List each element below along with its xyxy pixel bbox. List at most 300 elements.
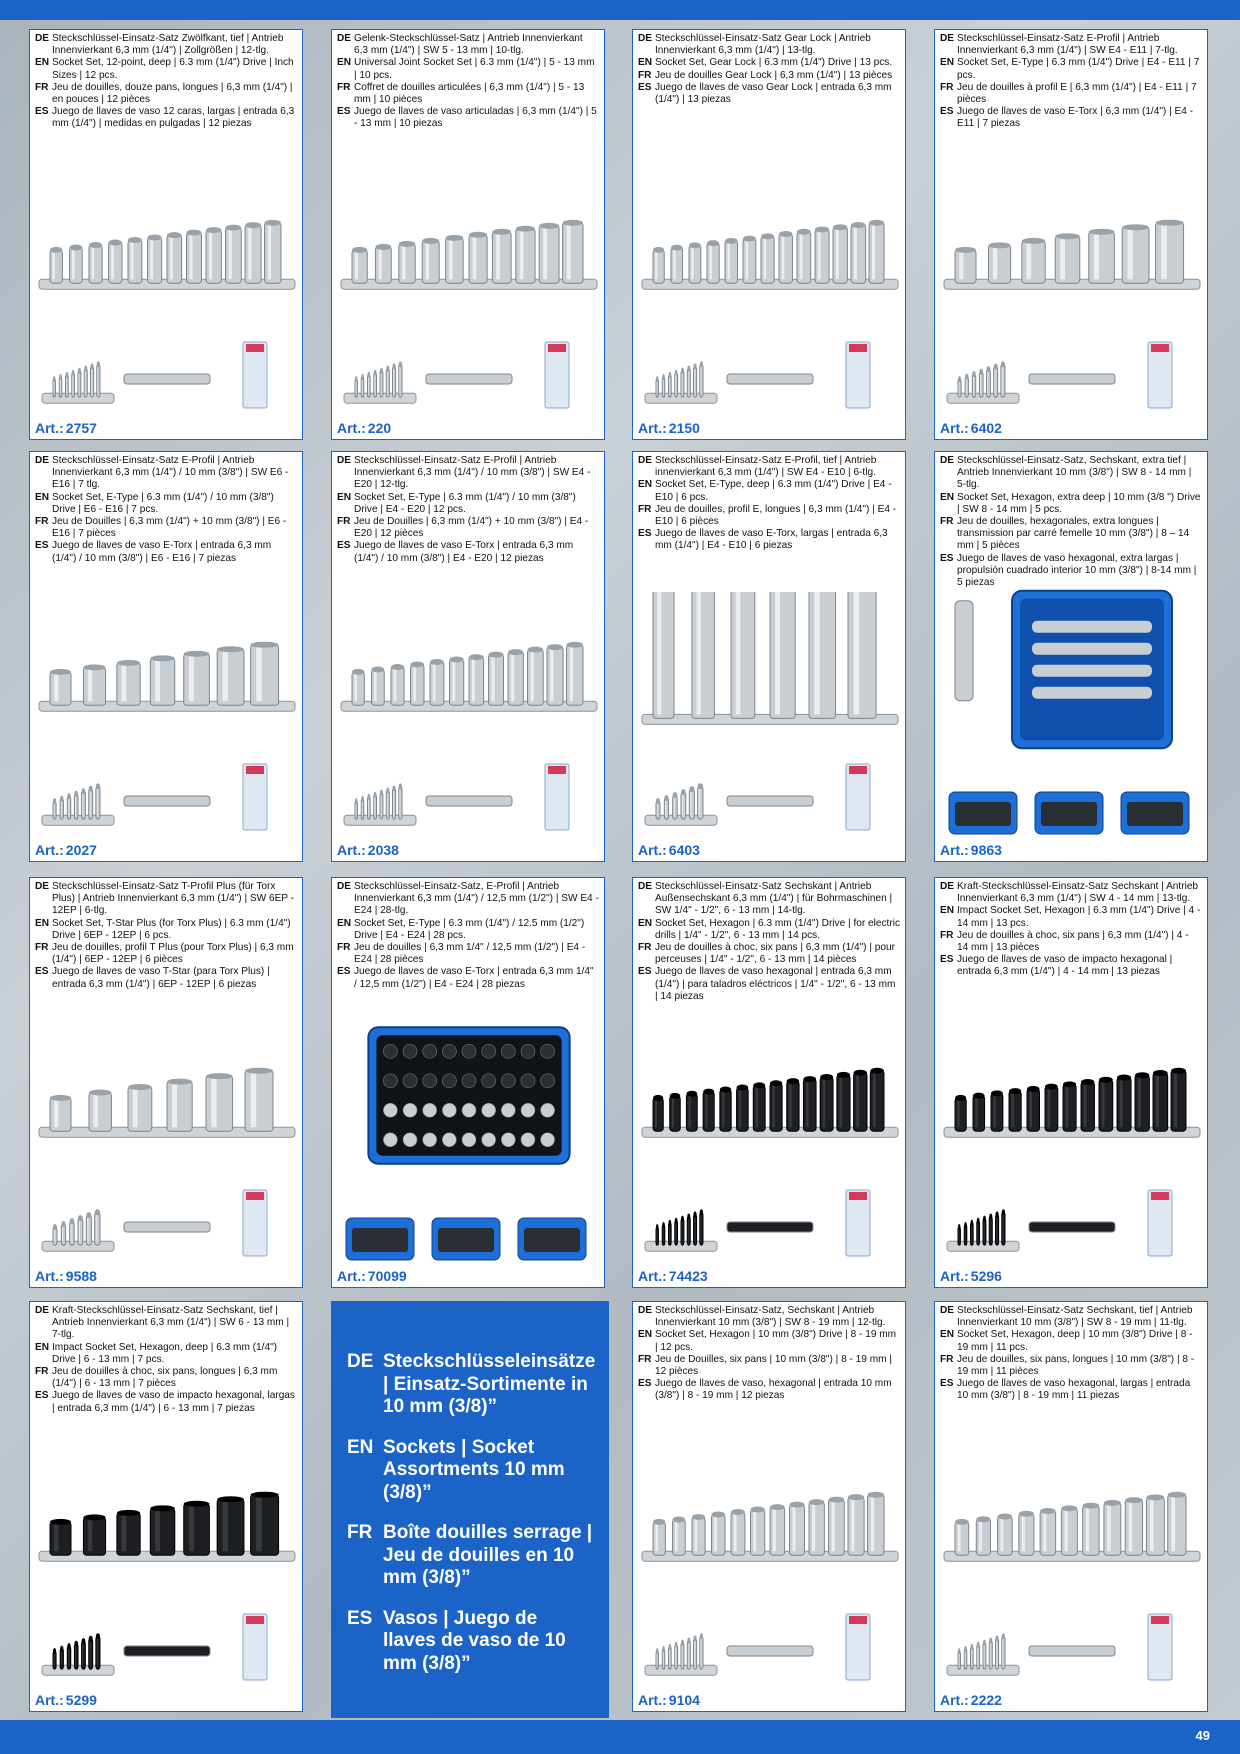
- desc-text: Impact Socket Set, Hexagon, deep | 6.3 mm (1/4") Drive | 6 - 13 mm | 7 pcs.: [52, 1341, 278, 1365]
- desc-line-en: [337, 492, 599, 516]
- article-label: Art.:: [940, 842, 969, 858]
- socket-shape: [720, 1087, 731, 1132]
- desc-line-es: [940, 1378, 1202, 1402]
- socket-shape: [662, 1222, 665, 1245]
- socket-shape: [675, 370, 678, 398]
- socket-shape: [148, 235, 162, 284]
- socket-shape: [1122, 224, 1149, 283]
- product-photo: [35, 1048, 299, 1158]
- section-title: Boîte douilles serrage | Jeu de douilles en 10 mm (3/8)”: [383, 1522, 593, 1588]
- product-photo: [337, 622, 601, 732]
- socket-shape: [184, 651, 210, 705]
- lang-code: ES: [940, 552, 954, 564]
- product-description: [935, 1302, 1207, 1403]
- thumbnail-packaging: [1145, 1188, 1175, 1258]
- article-label: Art.:: [940, 420, 969, 436]
- desc-text: Steckschlüssel-Einsatz-Satz Sechskant, tief | Antrieb Innenvierkant 10 mm (3/8") | SW 8 - 19 mm | 11-tlg.: [957, 1305, 1193, 1329]
- lang-code: DE: [940, 455, 955, 466]
- socket-shape: [731, 592, 755, 718]
- lang-code: ES: [337, 966, 351, 978]
- socket-shape: [59, 374, 62, 397]
- socket-shape: [854, 1070, 867, 1131]
- socket-shape: [869, 220, 884, 284]
- socket-shape: [681, 368, 684, 398]
- socket-shape: [361, 374, 364, 397]
- article-value: 2150: [668, 420, 700, 436]
- socket-shape: [489, 652, 504, 706]
- product-description: [935, 878, 1207, 979]
- product-description: [633, 878, 905, 1003]
- socket-shape: [983, 1640, 986, 1670]
- desc-line-en: [940, 905, 1202, 929]
- lang-code: ES: [35, 1390, 49, 1402]
- socket-shape: [675, 1642, 678, 1670]
- desc-text: Jeu de douilles Gear Lock | 6,3 mm (1/4") | 13 pièces: [655, 69, 893, 81]
- desc-text: Socket Set, E-Type, deep | 6.3 mm (1/4") Drive | E4 - E10 | 6 pcs.: [655, 479, 892, 503]
- desc-text: Jeu de douilles à choc, six pans, longues | 6,3 mm (1/4") | 6 - 13 mm | 7 pièces: [52, 1366, 278, 1390]
- product-card-2757[interactable]: [29, 29, 303, 440]
- thumbnail-photo: [340, 1208, 420, 1268]
- desc-text: Coffret de douilles articulées | 6,3 mm (1/4") | 5 - 13 mm | 10 pièces: [354, 81, 585, 106]
- article-value: 5299: [65, 1692, 97, 1708]
- socket-shape: [492, 229, 511, 283]
- desc-line-es: [337, 106, 599, 130]
- socket-shape: [74, 791, 78, 820]
- thumbnail-photo: [1029, 782, 1109, 842]
- socket-shape: [61, 1221, 65, 1245]
- product-card-5299[interactable]: [29, 1301, 303, 1712]
- socket-shape: [653, 1519, 665, 1555]
- desc-text: Juego de llaves de vaso hexagonal | entrada 6,3 mm (1/4") | para taladros eléctricos | 1/4" - 1/2", 6 - 13 mm | 14 piezas: [655, 966, 896, 1002]
- desc-line-es: [35, 540, 297, 564]
- socket-shape: [955, 1095, 966, 1131]
- article-value: 74423: [668, 1268, 708, 1284]
- thumbnail-photo: [1115, 782, 1195, 842]
- socket-shape: [955, 1519, 969, 1555]
- socket-shape: [675, 1218, 678, 1246]
- lang-code: DE: [35, 33, 50, 44]
- socket-shape: [868, 1492, 885, 1556]
- lang-code: DE: [940, 33, 955, 44]
- desc-text: Socket Set, E-Type | 6.3 mm (1/4") Drive | E4 - E11 | 7 pcs.: [957, 57, 1200, 81]
- socket-shape: [89, 1089, 111, 1131]
- lang-code: FR: [35, 1366, 49, 1378]
- product-description: [935, 452, 1207, 589]
- socket-shape: [74, 1641, 78, 1670]
- socket-shape: [450, 657, 464, 706]
- socket-shape: [53, 1648, 56, 1669]
- socket-shape: [89, 1636, 93, 1670]
- socket-shape: [671, 245, 683, 284]
- socket-shape: [653, 247, 664, 283]
- desc-text: Jeu de douilles à profil E | 6,3 mm (1/4") | E4 - E11 | 7 pièces: [957, 81, 1197, 106]
- lang-code: EN: [35, 491, 50, 503]
- socket-shape: [78, 1215, 83, 1245]
- product-photo: [337, 200, 601, 310]
- bottom-bar: [0, 1720, 1240, 1754]
- lang-code: DE: [638, 881, 653, 892]
- socket-shape: [700, 361, 703, 397]
- socket-shape: [67, 1643, 70, 1669]
- socket-shape: [352, 247, 367, 283]
- desc-text: Kraft-Steckschlüssel-Einsatz-Satz Sechskant, tief | Antrieb Innenvierkant 6,3 mm (1/4") | SW 6 - 13 mm | 7-tlg.: [52, 1305, 290, 1341]
- socket-shape: [528, 647, 544, 706]
- socket-shape: [66, 372, 69, 397]
- desc-text: Socket Set, E-Type | 6.3 mm (1/4") / 10 mm (3/8") Drive | E6 - E16 | 7 pcs.: [52, 491, 274, 515]
- desc-line-de: [337, 881, 599, 918]
- desc-text: Jeu de douilles, hexagonales, extra longues | transmission par carré femelle 10 mm (3/8") | 8 – 14 mm | 5 pièces: [957, 516, 1190, 552]
- lang-code: EN: [638, 57, 653, 69]
- lang-code: FR: [940, 516, 954, 528]
- thumbnail-photo: [512, 1208, 592, 1268]
- socket-shape: [689, 242, 701, 283]
- socket-shape: [689, 786, 694, 819]
- socket-shape: [971, 1220, 974, 1245]
- desc-line-es: [638, 528, 900, 552]
- product-card-6402[interactable]: [934, 29, 1208, 440]
- desc-line-es: [638, 966, 900, 1003]
- socket-shape: [700, 1633, 703, 1669]
- socket-shape: [217, 646, 244, 705]
- socket-shape: [669, 1220, 672, 1245]
- socket-shape: [206, 227, 221, 283]
- socket-shape: [1022, 238, 1045, 283]
- socket-shape: [669, 1644, 672, 1669]
- socket-shape: [809, 592, 836, 718]
- desc-text: Juego de llaves de vaso Gear Lock | entrada 6,3 mm (1/4") | 13 piezas: [655, 81, 892, 106]
- thumbnail-top: [1027, 1208, 1117, 1248]
- lang-code: ES: [35, 106, 49, 118]
- desc-text: Juego de llaves de vaso de impacto hexagonal, largas | entrada 6,3 mm (1/4") | 6 - 13 mm | 7 piezas: [52, 1390, 295, 1414]
- thumbnail-angled: [641, 1622, 721, 1682]
- thumbnail-angled: [38, 1198, 118, 1258]
- lang-code: FR: [337, 942, 351, 954]
- desc-line-fr: [638, 504, 900, 528]
- desc-text: Steckschlüssel-Einsatz-Satz Zwölfkant, tief | Antrieb Innenvierkant 6,3 mm (1/4") | Zollgrößen | 12-tlg.: [52, 33, 284, 57]
- socket-shape: [964, 1646, 967, 1669]
- product-description: [332, 30, 604, 131]
- socket-shape: [60, 1646, 63, 1670]
- desc-line-en: [638, 918, 900, 942]
- socket-shape: [681, 1640, 684, 1670]
- socket-shape: [958, 1648, 960, 1669]
- thumbnail-packaging: [843, 762, 873, 832]
- socket-shape: [787, 1078, 799, 1131]
- socket-shape: [694, 363, 697, 397]
- socket-shape: [84, 365, 87, 397]
- socket-shape: [653, 1095, 663, 1131]
- lang-code: FR: [35, 81, 49, 93]
- lang-code: FR: [337, 81, 351, 93]
- socket-shape: [669, 372, 672, 397]
- socket-shape: [751, 1507, 765, 1556]
- desc-text: Socket Set, Hexagon | 6.3 mm (1/4") Drive | for electric drills | 1/4" - 1/2", 6 - 13 mm | 14 pcs.: [655, 917, 900, 941]
- lang-code: FR: [337, 516, 351, 528]
- desc-line-es: [35, 106, 297, 130]
- socket-shape: [97, 361, 100, 397]
- socket-shape: [167, 232, 182, 283]
- socket-shape: [50, 247, 62, 283]
- socket-shape: [150, 1505, 175, 1555]
- desc-text: Juego de llaves de vaso articuladas | 6,3 mm (1/4") | 5 - 13 mm | 10 piezas: [354, 106, 597, 130]
- product-photo: [940, 200, 1204, 310]
- product-photo: [638, 592, 902, 762]
- socket-shape: [681, 789, 686, 819]
- lang-code: DE: [337, 455, 352, 466]
- socket-shape: [700, 1209, 703, 1245]
- socket-shape: [361, 796, 364, 819]
- socket-shape: [989, 1637, 992, 1669]
- socket-shape: [1002, 1633, 1005, 1669]
- product-photo: [940, 1472, 1204, 1582]
- socket-shape: [1019, 1511, 1034, 1555]
- desc-text: Steckschlüssel-Einsatz-Satz Sechskant | Antrieb Außensechskant 6,3 mm (1/4") | für Bohrmaschinen | SW 1/4" - 1/2", 6 - 13 mm | 14-tlg.: [655, 881, 893, 917]
- socket-shape: [983, 1216, 986, 1246]
- socket-shape: [109, 240, 123, 284]
- lang-code: EN: [940, 491, 955, 503]
- lang-code: DE: [35, 455, 50, 466]
- thumbnail-top: [725, 782, 815, 822]
- article-label: Art.:: [337, 1268, 366, 1284]
- socket-shape: [91, 363, 94, 397]
- desc-line-en: [638, 1329, 900, 1353]
- product-card-220[interactable]: [331, 29, 605, 440]
- socket-shape: [964, 1222, 967, 1245]
- desc-text: Jeu de douilles, six pans, longues | 10 mm (3/8") | 8 - 19 mm | 11 pièces: [957, 1353, 1195, 1378]
- socket-shape: [761, 233, 774, 283]
- product-card-9588[interactable]: [29, 877, 303, 1288]
- socket-shape: [996, 1635, 999, 1669]
- socket-shape: [399, 241, 415, 283]
- socket-shape: [1099, 1077, 1113, 1131]
- socket-shape: [673, 1516, 686, 1555]
- socket-shape: [82, 1638, 86, 1669]
- article-label: Art.:: [638, 842, 667, 858]
- socket-shape: [1009, 1088, 1021, 1131]
- product-photo: [638, 200, 902, 310]
- lang-code: EN: [638, 917, 653, 929]
- product-card-2222[interactable]: [934, 1301, 1208, 1712]
- thumbnail-packaging: [1145, 340, 1175, 410]
- socket-shape: [399, 783, 402, 819]
- desc-text: Kraft-Steckschlüssel-Einsatz-Satz Sechskant | Antrieb Innenvierkant 6,3 mm (1/4") | SW 4 - 14 mm | 13-tlg.: [957, 881, 1199, 905]
- desc-text: Steckschlüssel-Einsatz-Satz E-Profil | Antrieb Innenvierkant 6,3 mm (1/4") / 10 mm (3/8") | SW E6 - E16 | 7 tlg.: [52, 455, 289, 491]
- desc-line-de: [35, 1305, 297, 1342]
- socket-shape: [1027, 1086, 1040, 1131]
- product-description: [332, 452, 604, 565]
- desc-text: Socket Set, Hexagon | 10 mm (3/8") Drive | 8 - 19 mm | 12 pcs.: [655, 1329, 897, 1353]
- product-card-9104[interactable]: [632, 1301, 906, 1712]
- lang-code: ES: [940, 954, 954, 966]
- socket-shape: [355, 798, 357, 819]
- socket-shape: [150, 655, 175, 705]
- socket-shape: [673, 792, 678, 819]
- page-number: 49: [1195, 1728, 1210, 1743]
- desc-line-en: [337, 57, 599, 81]
- desc-line-de: [337, 455, 599, 492]
- article-value: 6402: [970, 420, 1002, 436]
- socket-shape: [994, 364, 998, 398]
- thumbnail-angled: [943, 1198, 1023, 1258]
- article-number: [35, 420, 97, 436]
- socket-shape: [848, 592, 876, 718]
- socket-shape: [251, 1492, 279, 1556]
- thumbnail-top: [1027, 360, 1117, 400]
- desc-line-fr: [35, 82, 297, 106]
- product-description: [332, 878, 604, 991]
- lang-code: FR: [35, 942, 49, 954]
- lang-code: FR: [940, 929, 954, 941]
- socket-shape: [355, 376, 357, 397]
- socket-shape: [83, 664, 105, 705]
- desc-text: Socket Set, Hexagon, deep | 10 mm (3/8") Drive | 8 - 19 mm | 11 pcs.: [957, 1329, 1193, 1353]
- product-card-6403[interactable]: [632, 451, 906, 862]
- socket-shape: [656, 376, 658, 397]
- product-description: [30, 30, 302, 131]
- desc-text: Steckschlüssel-Einsatz-Satz, Sechskant | Antrieb Innenvierkant 10 mm (3/8") | SW 8 - 19 mm | 12-tlg.: [655, 1305, 886, 1329]
- desc-text: Steckschlüssel-Einsatz-Satz E-Profil | Antrieb Innenvierkant 6,3 mm (1/4") / 10 mm (3/8") | SW E4 - E20 | 12-tlg.: [354, 455, 591, 491]
- socket-shape: [1002, 1209, 1005, 1245]
- socket-shape: [1061, 1505, 1077, 1555]
- socket-shape: [50, 1519, 71, 1555]
- desc-text: Socket Set, Hexagon, extra deep | 10 mm (3/8 ") Drive | SW 8 - 14 mm | 5 pcs.: [957, 491, 1201, 515]
- lang-code: EN: [940, 57, 955, 69]
- lang-code: EN: [638, 479, 653, 491]
- article-value: 70099: [367, 1268, 407, 1284]
- socket-shape: [737, 1084, 749, 1131]
- article-value: 6403: [668, 842, 700, 858]
- desc-line-fr: [940, 930, 1202, 954]
- socket-shape: [184, 1501, 210, 1555]
- lang-code: DE: [638, 33, 653, 44]
- article-number: [638, 1692, 700, 1708]
- socket-shape: [971, 1644, 974, 1669]
- section-header-de: [347, 1351, 595, 1419]
- desc-line-de: [940, 1305, 1202, 1329]
- socket-shape: [803, 1076, 816, 1131]
- product-description: [633, 30, 905, 106]
- socket-shape: [692, 592, 714, 718]
- socket-shape: [469, 232, 487, 283]
- desc-line-de: [940, 881, 1202, 905]
- socket-shape: [399, 361, 402, 397]
- socket-shape: [117, 1510, 140, 1555]
- desc-line-es: [337, 966, 599, 990]
- thumbnail-angled: [340, 772, 420, 832]
- article-number: [337, 842, 399, 858]
- socket-shape: [686, 1091, 697, 1131]
- lang-code: ES: [35, 966, 49, 978]
- desc-text: Steckschlüssel-Einsatz-Satz E-Profil, tief | Antrieb innenvierkant 6,3 mm (1/4") | SW E4 - E10 | 6-tlg.: [655, 455, 877, 479]
- lang-code: EN: [638, 1329, 653, 1341]
- product-photo: [340, 1008, 598, 1183]
- socket-shape: [958, 1224, 960, 1245]
- desc-line-de: [940, 455, 1202, 492]
- thumbnail-top: [1027, 1632, 1117, 1672]
- top-bar: [0, 0, 1240, 20]
- desc-text: Jeu de douilles | 6,3 mm 1/4" / 12,5 mm (1/2") | E4 - E24 | 28 pièces: [354, 942, 586, 966]
- desc-line-en: [35, 1342, 297, 1366]
- article-value: 2757: [65, 420, 97, 436]
- thumbnail-packaging: [240, 340, 270, 410]
- desc-text: Juego de llaves de vaso E-Torx | entrada 6,3 mm (1/4") / 10 mm (3/8") | E6 - E16 | 7 piezas: [52, 540, 272, 564]
- socket-shape: [829, 1497, 845, 1556]
- article-label: Art.:: [638, 420, 667, 436]
- product-card-2027[interactable]: [29, 451, 303, 862]
- socket-shape: [979, 369, 983, 398]
- lang-code: EN: [347, 1436, 374, 1458]
- product-card-2150[interactable]: [632, 29, 906, 440]
- socket-shape: [996, 1211, 999, 1245]
- socket-shape: [393, 363, 396, 397]
- desc-line-fr: [638, 942, 900, 966]
- socket-shape: [833, 224, 847, 283]
- desc-line-fr: [35, 516, 297, 540]
- socket-shape: [368, 794, 371, 819]
- socket-shape: [656, 1224, 658, 1245]
- product-card-5296[interactable]: [934, 877, 1208, 1288]
- socket-shape: [687, 1637, 690, 1669]
- thumbnail-angled: [641, 350, 721, 410]
- article-value: 9588: [65, 1268, 97, 1284]
- socket-shape: [694, 1635, 697, 1669]
- desc-text: Impact Socket Set, Hexagon | 6.3 mm (1/4") Drive | 4 - 14 mm | 13 pcs.: [957, 905, 1201, 929]
- socket-shape: [96, 1633, 100, 1669]
- socket-shape: [770, 1504, 785, 1555]
- lang-code: FR: [35, 516, 49, 528]
- thumbnail-angled: [38, 772, 118, 832]
- socket-shape: [265, 220, 282, 284]
- desc-text: Steckschlüssel-Einsatz-Satz Gear Lock | Antrieb Innenvierkant 6,3 mm (1/4") | 13-tlg.: [655, 33, 871, 57]
- product-card-9863[interactable]: [934, 451, 1208, 862]
- article-number: [638, 420, 700, 436]
- desc-line-en: [940, 57, 1202, 81]
- socket-shape: [89, 242, 102, 283]
- product-card-2038[interactable]: [331, 451, 605, 862]
- lang-code: ES: [638, 81, 652, 93]
- product-card-74423[interactable]: [632, 877, 906, 1288]
- socket-shape: [380, 368, 383, 398]
- article-number: [35, 1692, 97, 1708]
- socket-shape: [567, 642, 584, 706]
- product-description: [935, 30, 1207, 131]
- socket-shape: [96, 783, 100, 819]
- socket-shape: [809, 1499, 824, 1555]
- socket-shape: [386, 787, 389, 819]
- desc-line-fr: [337, 516, 599, 540]
- socket-shape: [167, 1079, 192, 1132]
- desc-text: Juego de llaves de vaso de impacto hexagonal | entrada 6,3 mm (1/4") | 4 - 14 mm | 13 piezas: [957, 954, 1173, 978]
- lang-code: DE: [337, 33, 352, 44]
- socket-shape: [1171, 1068, 1186, 1132]
- desc-text: Juego de llaves de vaso hexagonal, largas | entrada 10 mm (3/8") | 8 - 19 mm | 11 piezas: [957, 1378, 1191, 1402]
- desc-text: Juego de llaves de vaso E-Torx | entrada 6,3 mm 1/4" / 12,5 mm (1/2") | E4 - E24 | 28 piezas: [354, 966, 594, 990]
- socket-shape: [1125, 1497, 1142, 1555]
- product-description: [633, 1302, 905, 1403]
- socket-shape: [206, 1073, 233, 1131]
- article-label: Art.:: [35, 420, 64, 436]
- product-description: [633, 452, 905, 553]
- socket-shape: [731, 1509, 745, 1555]
- socket-shape: [391, 664, 404, 705]
- socket-shape: [89, 786, 93, 820]
- desc-text: Juego de llaves de vaso E-Torx | entrada 6,3 mm (1/4") / 10 mm (3/8") | E4 - E20 | 12 piezas: [354, 540, 574, 564]
- socket-shape: [128, 237, 142, 283]
- product-card-70099[interactable]: [331, 877, 605, 1288]
- desc-line-en: [940, 1329, 1202, 1353]
- socket-shape: [664, 795, 668, 819]
- desc-text: Jeu de Douilles | 6,3 mm (1/4") + 10 mm (3/8") | E4 - E20 | 12 pièces: [354, 516, 589, 540]
